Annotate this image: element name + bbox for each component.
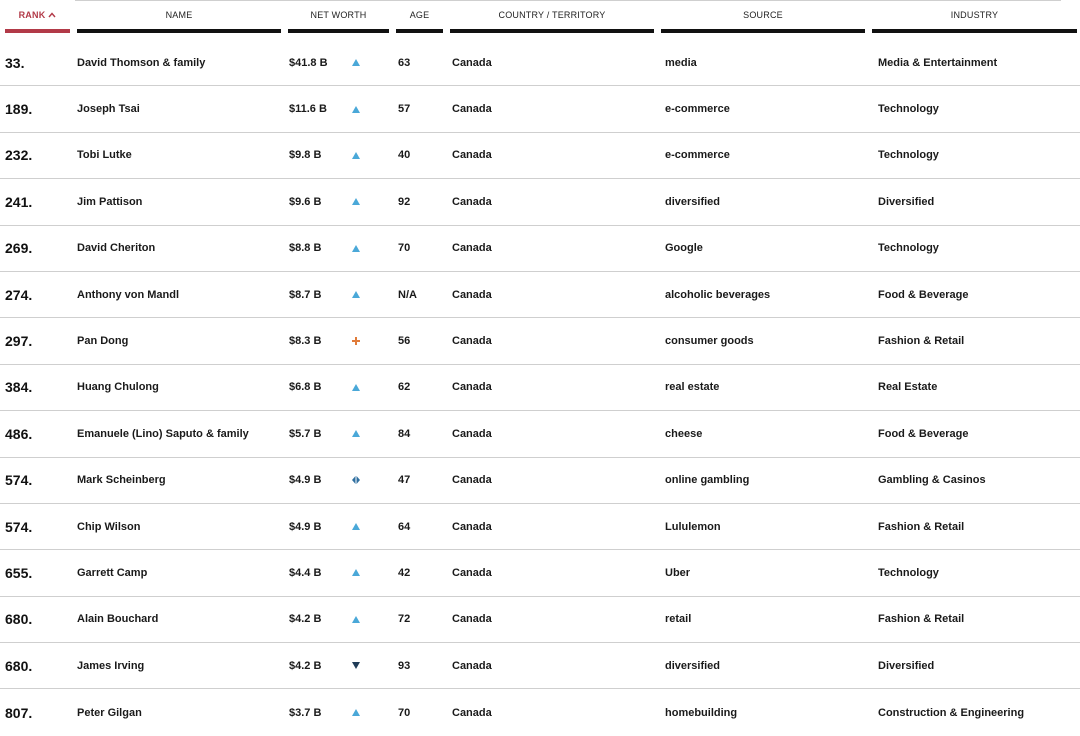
net-worth-cell: $4.9 B — [289, 474, 322, 487]
net-worth-cell: $8.8 B — [289, 242, 322, 255]
name-link[interactable]: Alain Bouchard — [77, 613, 159, 626]
age-cell: 56 — [398, 335, 411, 348]
chevron-up-icon — [48, 12, 56, 18]
net-worth-cell: $11.6 B — [289, 103, 327, 116]
industry-cell: Fashion & Retail — [878, 520, 965, 533]
table-row[interactable] — [0, 40, 1080, 86]
rank-cell: 189. — [5, 101, 33, 118]
net-worth-cell: $9.6 B — [289, 195, 322, 208]
rank-cell: 33. — [5, 54, 25, 71]
triangle-up-icon — [350, 689, 362, 735]
column-header-rank[interactable] — [5, 0, 70, 33]
source-cell: Lululemon — [665, 520, 721, 533]
industry-cell: Food & Beverage — [878, 427, 969, 440]
column-header-rank-label: RANK — [18, 9, 46, 20]
name-link[interactable]: Garrett Camp — [77, 566, 148, 579]
net-worth-cell: $4.4 B — [289, 566, 322, 579]
triangle-up-icon — [350, 550, 362, 595]
column-header-net-worth[interactable] — [288, 0, 389, 33]
triangle-up-icon — [350, 226, 362, 271]
rank-cell: 486. — [5, 425, 33, 442]
age-cell: N/A — [398, 288, 417, 301]
age-cell: 47 — [398, 474, 411, 487]
rank-cell: 680. — [5, 611, 33, 628]
table-row[interactable] — [0, 318, 1080, 364]
triangle-up-icon — [350, 504, 362, 549]
table-row[interactable] — [0, 550, 1080, 596]
source-cell: retail — [665, 613, 692, 626]
plus-icon — [350, 318, 362, 363]
triangle-up-icon — [350, 272, 362, 317]
source-cell: homebuilding — [665, 706, 738, 719]
rank-cell: 232. — [5, 147, 33, 164]
table-row[interactable] — [0, 179, 1080, 225]
source-cell: consumer goods — [665, 335, 754, 348]
net-worth-cell: $4.2 B — [289, 659, 322, 672]
column-header-net-worth-label: NET WORTH — [310, 9, 367, 20]
column-header-industry-label: INDUSTRY — [950, 9, 999, 20]
country-cell: Canada — [452, 288, 492, 301]
rank-cell: 274. — [5, 286, 33, 303]
triangle-up-icon — [350, 86, 362, 131]
country-cell: Canada — [452, 381, 492, 394]
industry-cell: Technology — [878, 149, 939, 162]
triangle-up-icon — [350, 365, 362, 410]
table-row[interactable] — [0, 272, 1080, 318]
name-link[interactable]: James Irving — [77, 659, 145, 672]
name-link[interactable]: Huang Chulong — [77, 381, 159, 394]
column-header-country-label: COUNTRY / TERRITORY — [498, 9, 606, 20]
net-worth-cell: $5.7 B — [289, 427, 322, 440]
industry-cell: Diversified — [878, 659, 935, 672]
country-cell: Canada — [452, 659, 492, 672]
country-cell: Canada — [452, 474, 492, 487]
source-cell: online gambling — [665, 474, 750, 487]
net-worth-cell: $6.8 B — [289, 381, 322, 394]
industry-cell: Construction & Engineering — [878, 706, 1025, 719]
table-row[interactable] — [0, 504, 1080, 550]
industry-cell: Real Estate — [878, 381, 938, 394]
country-cell: Canada — [452, 56, 492, 69]
table-header — [0, 0, 1080, 40]
net-worth-cell: $9.8 B — [289, 149, 322, 162]
table-row[interactable] — [0, 643, 1080, 689]
age-cell: 64 — [398, 520, 411, 533]
country-cell: Canada — [452, 613, 492, 626]
net-worth-cell: $8.3 B — [289, 335, 322, 348]
country-cell: Canada — [452, 149, 492, 162]
country-cell: Canada — [452, 520, 492, 533]
age-cell: 72 — [398, 613, 411, 626]
rank-cell: 297. — [5, 333, 33, 350]
name-link[interactable]: Anthony von Mandl — [77, 288, 180, 301]
age-cell: 93 — [398, 659, 411, 672]
rank-cell: 384. — [5, 379, 33, 396]
age-cell: 62 — [398, 381, 411, 394]
industry-cell: Gambling & Casinos — [878, 474, 986, 487]
triangle-up-icon — [350, 597, 362, 642]
industry-cell: Technology — [878, 103, 939, 116]
triangle-down-icon — [350, 643, 362, 688]
country-cell: Canada — [452, 103, 492, 116]
rank-cell: 680. — [5, 657, 33, 674]
industry-cell: Diversified — [878, 195, 935, 208]
net-worth-cell: $41.8 B — [289, 56, 328, 69]
table-row[interactable] — [0, 689, 1080, 735]
age-cell: 40 — [398, 149, 411, 162]
rank-cell: 574. — [5, 518, 33, 535]
source-cell: Uber — [665, 566, 691, 579]
net-worth-cell: $4.2 B — [289, 613, 322, 626]
table-row[interactable] — [0, 411, 1080, 457]
rank-cell: 241. — [5, 193, 33, 210]
column-header-age-label: AGE — [409, 9, 430, 20]
column-header-industry[interactable] — [872, 0, 1077, 33]
column-header-age[interactable] — [396, 0, 443, 33]
net-worth-cell: $4.9 B — [289, 520, 322, 533]
table-row[interactable] — [0, 86, 1080, 132]
industry-cell: Technology — [878, 566, 939, 579]
source-cell: cheese — [665, 427, 703, 440]
name-link[interactable]: Peter Gilgan — [77, 706, 142, 719]
triangle-up-icon — [350, 411, 362, 456]
industry-cell: Food & Beverage — [878, 288, 969, 301]
name-link[interactable]: Emanuele (Lino) Saputo & family — [77, 427, 249, 440]
country-cell: Canada — [452, 706, 492, 719]
rank-cell: 574. — [5, 472, 33, 489]
name-link[interactable]: Jim Pattison — [77, 195, 143, 208]
column-header-source-label: SOURCE — [743, 9, 783, 20]
country-cell: Canada — [452, 566, 492, 579]
column-header-name[interactable] — [77, 0, 281, 33]
source-cell: diversified — [665, 659, 721, 672]
industry-cell: Technology — [878, 242, 939, 255]
industry-cell: Fashion & Retail — [878, 335, 965, 348]
net-worth-cell: $8.7 B — [289, 288, 322, 301]
name-link[interactable]: Joseph Tsai — [77, 103, 140, 116]
source-cell: alcoholic beverages — [665, 288, 771, 301]
triangle-up-icon — [350, 133, 362, 178]
table-row[interactable] — [0, 365, 1080, 411]
table-row[interactable] — [0, 458, 1080, 504]
net-worth-cell: $3.7 B — [289, 706, 322, 719]
source-cell: real estate — [665, 381, 720, 394]
source-cell: e-commerce — [665, 149, 730, 162]
triangle-up-icon — [350, 40, 362, 85]
column-header-source[interactable] — [661, 0, 865, 33]
name-link[interactable]: David Cheriton — [77, 242, 156, 255]
name-link[interactable]: Pan Dong — [77, 335, 129, 348]
industry-cell: Fashion & Retail — [878, 613, 965, 626]
source-cell: Google — [665, 242, 703, 255]
table-row[interactable] — [0, 133, 1080, 179]
diamond-icon — [350, 458, 362, 503]
rank-cell: 655. — [5, 564, 33, 581]
source-cell: media — [665, 56, 697, 69]
table-body — [0, 40, 1080, 736]
name-link[interactable]: Chip Wilson — [77, 520, 141, 533]
column-header-name-label: NAME — [165, 9, 193, 20]
country-cell: Canada — [452, 335, 492, 348]
triangle-up-icon — [350, 179, 362, 224]
name-link[interactable]: Mark Scheinberg — [77, 474, 166, 487]
age-cell: 70 — [398, 706, 411, 719]
industry-cell: Media & Entertainment — [878, 56, 998, 69]
country-cell: Canada — [452, 427, 492, 440]
source-cell: e-commerce — [665, 103, 730, 116]
age-cell: 92 — [398, 195, 411, 208]
country-cell: Canada — [452, 242, 492, 255]
source-cell: diversified — [665, 195, 721, 208]
column-header-country[interactable] — [450, 0, 654, 33]
name-link[interactable]: David Thomson & family — [77, 56, 206, 69]
age-cell: 57 — [398, 103, 411, 116]
table-row[interactable] — [0, 597, 1080, 643]
age-cell: 84 — [398, 427, 411, 440]
country-cell: Canada — [452, 195, 492, 208]
rank-cell: 269. — [5, 240, 33, 257]
age-cell: 63 — [398, 56, 411, 69]
age-cell: 70 — [398, 242, 411, 255]
table-row[interactable] — [0, 226, 1080, 272]
name-link[interactable]: Tobi Lutke — [77, 149, 132, 162]
rank-cell: 807. — [5, 704, 33, 721]
age-cell: 42 — [398, 566, 411, 579]
